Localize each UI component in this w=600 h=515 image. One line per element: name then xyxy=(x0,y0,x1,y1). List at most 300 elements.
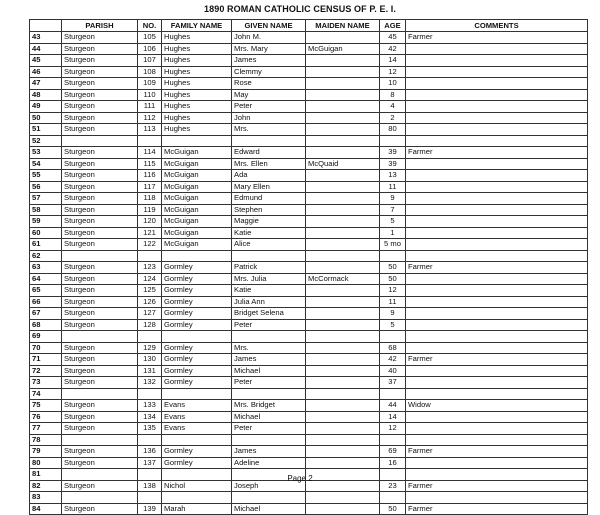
maiden-name-cell xyxy=(306,365,380,377)
given-name-cell xyxy=(232,434,306,446)
comments-cell xyxy=(406,43,588,55)
col-header-row-number xyxy=(30,20,62,32)
parish-cell xyxy=(62,250,138,262)
table-row xyxy=(30,101,588,113)
row-number: 66 xyxy=(30,296,62,308)
table-row xyxy=(30,239,588,251)
row-number: 79 xyxy=(30,446,62,458)
comments-cell xyxy=(406,319,588,331)
parish-cell: Sturgeon xyxy=(62,342,138,354)
comments-cell xyxy=(406,492,588,504)
comments-cell xyxy=(406,158,588,170)
family-name-cell: Evans xyxy=(162,411,232,423)
table-row xyxy=(30,331,588,343)
maiden-name-cell xyxy=(306,434,380,446)
row-number: 83 xyxy=(30,492,62,504)
row-number: 56 xyxy=(30,181,62,193)
parish-cell xyxy=(62,492,138,504)
given-name-cell: Stephen xyxy=(232,204,306,216)
comments-cell xyxy=(406,181,588,193)
comments-cell xyxy=(406,331,588,343)
no-cell: 105 xyxy=(138,32,162,44)
comments-cell xyxy=(406,250,588,262)
parish-cell: Sturgeon xyxy=(62,147,138,159)
parish-cell: Sturgeon xyxy=(62,480,138,492)
parish-cell: Sturgeon xyxy=(62,43,138,55)
given-name-cell: Clemmy xyxy=(232,66,306,78)
parish-cell: Sturgeon xyxy=(62,112,138,124)
maiden-name-cell xyxy=(306,319,380,331)
row-number: 45 xyxy=(30,55,62,67)
comments-cell xyxy=(406,78,588,90)
maiden-name-cell xyxy=(306,503,380,515)
page-number: Page 2 xyxy=(287,474,313,483)
maiden-name-cell xyxy=(306,66,380,78)
given-name-cell: Julia Ann xyxy=(232,296,306,308)
row-number: 48 xyxy=(30,89,62,101)
table-row xyxy=(30,285,588,297)
given-name-cell: Alice xyxy=(232,239,306,251)
row-number: 65 xyxy=(30,285,62,297)
parish-cell: Sturgeon xyxy=(62,124,138,136)
census-table xyxy=(29,19,588,515)
parish-cell: Sturgeon xyxy=(62,89,138,101)
age-cell: 13 xyxy=(380,170,406,182)
given-name-cell: Katie xyxy=(232,227,306,239)
row-number: 55 xyxy=(30,170,62,182)
parish-cell: Sturgeon xyxy=(62,181,138,193)
row-number: 62 xyxy=(30,250,62,262)
page-title: 1890 ROMAN CATHOLIC CENSUS OF P. E. I. xyxy=(204,4,396,14)
age-cell: 14 xyxy=(380,411,406,423)
parish-cell: Sturgeon xyxy=(62,239,138,251)
maiden-name-cell xyxy=(306,457,380,469)
family-name-cell xyxy=(162,492,232,504)
no-cell xyxy=(138,388,162,400)
table-row xyxy=(30,262,588,274)
maiden-name-cell xyxy=(306,32,380,44)
given-name-cell: Peter xyxy=(232,101,306,113)
table-row xyxy=(30,434,588,446)
family-name-cell: Hughes xyxy=(162,89,232,101)
header-row xyxy=(30,20,588,32)
maiden-name-cell xyxy=(306,89,380,101)
parish-cell: Sturgeon xyxy=(62,423,138,435)
maiden-name-cell xyxy=(306,55,380,67)
given-name-cell: John M. xyxy=(232,32,306,44)
table-row xyxy=(30,503,588,515)
no-cell: 131 xyxy=(138,365,162,377)
maiden-name-cell xyxy=(306,296,380,308)
row-number: 63 xyxy=(30,262,62,274)
row-number: 53 xyxy=(30,147,62,159)
table-row xyxy=(30,66,588,78)
comments-cell: Farmer xyxy=(406,262,588,274)
comments-cell xyxy=(406,193,588,205)
age-cell xyxy=(380,331,406,343)
age-cell xyxy=(380,492,406,504)
table-row xyxy=(30,342,588,354)
family-name-cell: Hughes xyxy=(162,43,232,55)
no-cell: 109 xyxy=(138,78,162,90)
no-cell: 123 xyxy=(138,262,162,274)
given-name-cell: Mrs. xyxy=(232,124,306,136)
maiden-name-cell xyxy=(306,354,380,366)
table-row xyxy=(30,354,588,366)
no-cell: 113 xyxy=(138,124,162,136)
age-cell xyxy=(380,388,406,400)
no-cell: 117 xyxy=(138,181,162,193)
row-number: 51 xyxy=(30,124,62,136)
age-cell: 11 xyxy=(380,181,406,193)
table-row xyxy=(30,78,588,90)
no-cell: 137 xyxy=(138,457,162,469)
age-cell: 69 xyxy=(380,446,406,458)
table-row xyxy=(30,308,588,320)
maiden-name-cell: McCormack xyxy=(306,273,380,285)
table-row xyxy=(30,446,588,458)
no-cell: 107 xyxy=(138,55,162,67)
table-row xyxy=(30,135,588,147)
comments-cell xyxy=(406,411,588,423)
maiden-name-cell xyxy=(306,227,380,239)
table-row xyxy=(30,400,588,412)
age-cell: 50 xyxy=(380,273,406,285)
no-cell: 121 xyxy=(138,227,162,239)
family-name-cell: Gormley xyxy=(162,285,232,297)
col-header-no: NO. xyxy=(138,20,162,32)
age-cell: 37 xyxy=(380,377,406,389)
comments-cell: Widow xyxy=(406,400,588,412)
row-number: 59 xyxy=(30,216,62,228)
parish-cell: Sturgeon xyxy=(62,262,138,274)
comments-cell xyxy=(406,377,588,389)
age-cell: 2 xyxy=(380,112,406,124)
maiden-name-cell xyxy=(306,181,380,193)
parish-cell: Sturgeon xyxy=(62,216,138,228)
parish-cell xyxy=(62,331,138,343)
table-row xyxy=(30,457,588,469)
given-name-cell: Edmund xyxy=(232,193,306,205)
no-cell xyxy=(138,492,162,504)
age-cell: 11 xyxy=(380,296,406,308)
parish-cell: Sturgeon xyxy=(62,78,138,90)
maiden-name-cell xyxy=(306,101,380,113)
no-cell: 132 xyxy=(138,377,162,389)
census-body xyxy=(30,32,588,515)
row-number: 84 xyxy=(30,503,62,515)
family-name-cell: Hughes xyxy=(162,78,232,90)
comments-cell: Farmer xyxy=(406,32,588,44)
age-cell xyxy=(380,250,406,262)
table-row xyxy=(30,89,588,101)
family-name-cell: McGuigan xyxy=(162,193,232,205)
row-number: 76 xyxy=(30,411,62,423)
parish-cell: Sturgeon xyxy=(62,285,138,297)
family-name-cell xyxy=(162,434,232,446)
no-cell: 124 xyxy=(138,273,162,285)
age-cell: 40 xyxy=(380,365,406,377)
maiden-name-cell xyxy=(306,377,380,389)
parish-cell: Sturgeon xyxy=(62,55,138,67)
row-number: 77 xyxy=(30,423,62,435)
parish-cell: Sturgeon xyxy=(62,193,138,205)
given-name-cell: Ada xyxy=(232,170,306,182)
family-name-cell: Hughes xyxy=(162,112,232,124)
age-cell: 4 xyxy=(380,101,406,113)
age-cell xyxy=(380,135,406,147)
parish-cell: Sturgeon xyxy=(62,400,138,412)
maiden-name-cell xyxy=(306,147,380,159)
parish-cell: Sturgeon xyxy=(62,32,138,44)
col-header-comments: COMMENTS xyxy=(406,20,588,32)
table-row xyxy=(30,43,588,55)
no-cell: 120 xyxy=(138,216,162,228)
no-cell xyxy=(138,434,162,446)
maiden-name-cell xyxy=(306,216,380,228)
age-cell: 9 xyxy=(380,308,406,320)
comments-cell xyxy=(406,55,588,67)
age-cell: 10 xyxy=(380,78,406,90)
table-row xyxy=(30,423,588,435)
table-row xyxy=(30,181,588,193)
no-cell: 130 xyxy=(138,354,162,366)
comments-cell xyxy=(406,101,588,113)
parish-cell: Sturgeon xyxy=(62,457,138,469)
comments-cell: Farmer xyxy=(406,147,588,159)
age-cell: 50 xyxy=(380,503,406,515)
row-number: 47 xyxy=(30,78,62,90)
no-cell: 106 xyxy=(138,43,162,55)
row-number: 70 xyxy=(30,342,62,354)
given-name-cell: Joseph xyxy=(232,480,306,492)
col-header-given-name: GIVEN NAME xyxy=(232,20,306,32)
no-cell: 110 xyxy=(138,89,162,101)
table-row xyxy=(30,193,588,205)
given-name-cell: Mrs. Julia xyxy=(232,273,306,285)
parish-cell: Sturgeon xyxy=(62,170,138,182)
given-name-cell: Patrick xyxy=(232,262,306,274)
maiden-name-cell xyxy=(306,331,380,343)
comments-cell xyxy=(406,89,588,101)
table-row xyxy=(30,377,588,389)
comments-cell xyxy=(406,308,588,320)
family-name-cell: McGuigan xyxy=(162,239,232,251)
family-name-cell: McGuigan xyxy=(162,170,232,182)
family-name-cell: Gormley xyxy=(162,446,232,458)
row-number: 44 xyxy=(30,43,62,55)
table-row xyxy=(30,492,588,504)
age-cell: 80 xyxy=(380,124,406,136)
given-name-cell: Mary Ellen xyxy=(232,181,306,193)
family-name-cell: Evans xyxy=(162,400,232,412)
comments-cell xyxy=(406,216,588,228)
family-name-cell: Hughes xyxy=(162,55,232,67)
table-row xyxy=(30,147,588,159)
comments-cell xyxy=(406,170,588,182)
maiden-name-cell xyxy=(306,135,380,147)
given-name-cell: Peter xyxy=(232,423,306,435)
row-number: 64 xyxy=(30,273,62,285)
table-row xyxy=(30,365,588,377)
family-name-cell: Gormley xyxy=(162,308,232,320)
no-cell: 134 xyxy=(138,411,162,423)
age-cell: 7 xyxy=(380,204,406,216)
parish-cell: Sturgeon xyxy=(62,158,138,170)
given-name-cell: Rose xyxy=(232,78,306,90)
col-header-maiden-name: MAIDEN NAME xyxy=(306,20,380,32)
comments-cell xyxy=(406,227,588,239)
age-cell: 42 xyxy=(380,354,406,366)
row-number: 80 xyxy=(30,457,62,469)
given-name-cell: Mrs. xyxy=(232,342,306,354)
no-cell xyxy=(138,250,162,262)
family-name-cell: McGuigan xyxy=(162,181,232,193)
given-name-cell: Peter xyxy=(232,377,306,389)
no-cell: 136 xyxy=(138,446,162,458)
maiden-name-cell xyxy=(306,239,380,251)
family-name-cell: McGuigan xyxy=(162,227,232,239)
given-name-cell xyxy=(232,388,306,400)
family-name-cell: Gormley xyxy=(162,273,232,285)
given-name-cell: Adeline xyxy=(232,457,306,469)
maiden-name-cell xyxy=(306,492,380,504)
maiden-name-cell xyxy=(306,250,380,262)
age-cell: 50 xyxy=(380,262,406,274)
given-name-cell: Maggie xyxy=(232,216,306,228)
age-cell: 12 xyxy=(380,285,406,297)
age-cell: 8 xyxy=(380,89,406,101)
family-name-cell: Nichol xyxy=(162,480,232,492)
no-cell: 133 xyxy=(138,400,162,412)
table-row xyxy=(30,388,588,400)
comments-cell xyxy=(406,112,588,124)
family-name-cell xyxy=(162,388,232,400)
no-cell: 112 xyxy=(138,112,162,124)
row-number: 68 xyxy=(30,319,62,331)
family-name-cell xyxy=(162,331,232,343)
family-name-cell: Gormley xyxy=(162,296,232,308)
row-number: 73 xyxy=(30,377,62,389)
parish-cell xyxy=(62,388,138,400)
table-row xyxy=(30,55,588,67)
given-name-cell: John xyxy=(232,112,306,124)
given-name-cell: Mrs. Bridget xyxy=(232,400,306,412)
row-number: 46 xyxy=(30,66,62,78)
family-name-cell: Gormley xyxy=(162,457,232,469)
no-cell: 127 xyxy=(138,308,162,320)
family-name-cell: Gormley xyxy=(162,365,232,377)
given-name-cell xyxy=(232,331,306,343)
comments-cell xyxy=(406,285,588,297)
age-cell: 5 xyxy=(380,319,406,331)
table-row xyxy=(30,204,588,216)
parish-cell: Sturgeon xyxy=(62,354,138,366)
given-name-cell: Bridget Selena xyxy=(232,308,306,320)
maiden-name-cell xyxy=(306,112,380,124)
comments-cell xyxy=(406,434,588,446)
maiden-name-cell xyxy=(306,78,380,90)
col-header-age: AGE xyxy=(380,20,406,32)
comments-cell xyxy=(406,124,588,136)
family-name-cell: McGuigan xyxy=(162,147,232,159)
age-cell: 12 xyxy=(380,66,406,78)
age-cell: 45 xyxy=(380,32,406,44)
row-number: 60 xyxy=(30,227,62,239)
parish-cell: Sturgeon xyxy=(62,377,138,389)
given-name-cell: Michael xyxy=(232,503,306,515)
family-name-cell: Hughes xyxy=(162,66,232,78)
given-name-cell: James xyxy=(232,354,306,366)
age-cell: 5 xyxy=(380,216,406,228)
given-name-cell xyxy=(232,250,306,262)
no-cell: 138 xyxy=(138,480,162,492)
maiden-name-cell: McGuigan xyxy=(306,43,380,55)
age-cell: 14 xyxy=(380,55,406,67)
no-cell: 128 xyxy=(138,319,162,331)
maiden-name-cell xyxy=(306,423,380,435)
no-cell: 114 xyxy=(138,147,162,159)
parish-cell: Sturgeon xyxy=(62,446,138,458)
no-cell: 125 xyxy=(138,285,162,297)
row-number: 78 xyxy=(30,434,62,446)
comments-cell xyxy=(406,66,588,78)
comments-cell xyxy=(406,388,588,400)
parish-cell: Sturgeon xyxy=(62,66,138,78)
table-row xyxy=(30,319,588,331)
comments-cell xyxy=(406,273,588,285)
age-cell: 39 xyxy=(380,158,406,170)
family-name-cell: Evans xyxy=(162,423,232,435)
table-row xyxy=(30,170,588,182)
given-name-cell: Peter xyxy=(232,319,306,331)
comments-cell xyxy=(406,365,588,377)
row-number: 81 xyxy=(30,469,62,481)
comments-cell xyxy=(406,204,588,216)
family-name-cell: Gormley xyxy=(162,319,232,331)
family-name-cell: Hughes xyxy=(162,32,232,44)
maiden-name-cell xyxy=(306,262,380,274)
comments-cell: Farmer xyxy=(406,503,588,515)
given-name-cell: Mrs. Mary xyxy=(232,43,306,55)
no-cell xyxy=(138,331,162,343)
maiden-name-cell xyxy=(306,388,380,400)
comments-cell xyxy=(406,239,588,251)
age-cell: 23 xyxy=(380,480,406,492)
table-row xyxy=(30,216,588,228)
family-name-cell xyxy=(162,135,232,147)
given-name-cell: May xyxy=(232,89,306,101)
table-row xyxy=(30,411,588,423)
age-cell: 42 xyxy=(380,43,406,55)
parish-cell: Sturgeon xyxy=(62,101,138,113)
row-number: 61 xyxy=(30,239,62,251)
no-cell: 135 xyxy=(138,423,162,435)
maiden-name-cell xyxy=(306,170,380,182)
row-number: 54 xyxy=(30,158,62,170)
age-cell: 16 xyxy=(380,457,406,469)
maiden-name-cell xyxy=(306,193,380,205)
row-number: 69 xyxy=(30,331,62,343)
comments-cell xyxy=(406,135,588,147)
family-name-cell xyxy=(162,250,232,262)
comments-cell: Farmer xyxy=(406,354,588,366)
maiden-name-cell xyxy=(306,446,380,458)
comments-cell xyxy=(406,457,588,469)
comments-cell: Farmer xyxy=(406,446,588,458)
no-cell: 126 xyxy=(138,296,162,308)
parish-cell: Sturgeon xyxy=(62,296,138,308)
